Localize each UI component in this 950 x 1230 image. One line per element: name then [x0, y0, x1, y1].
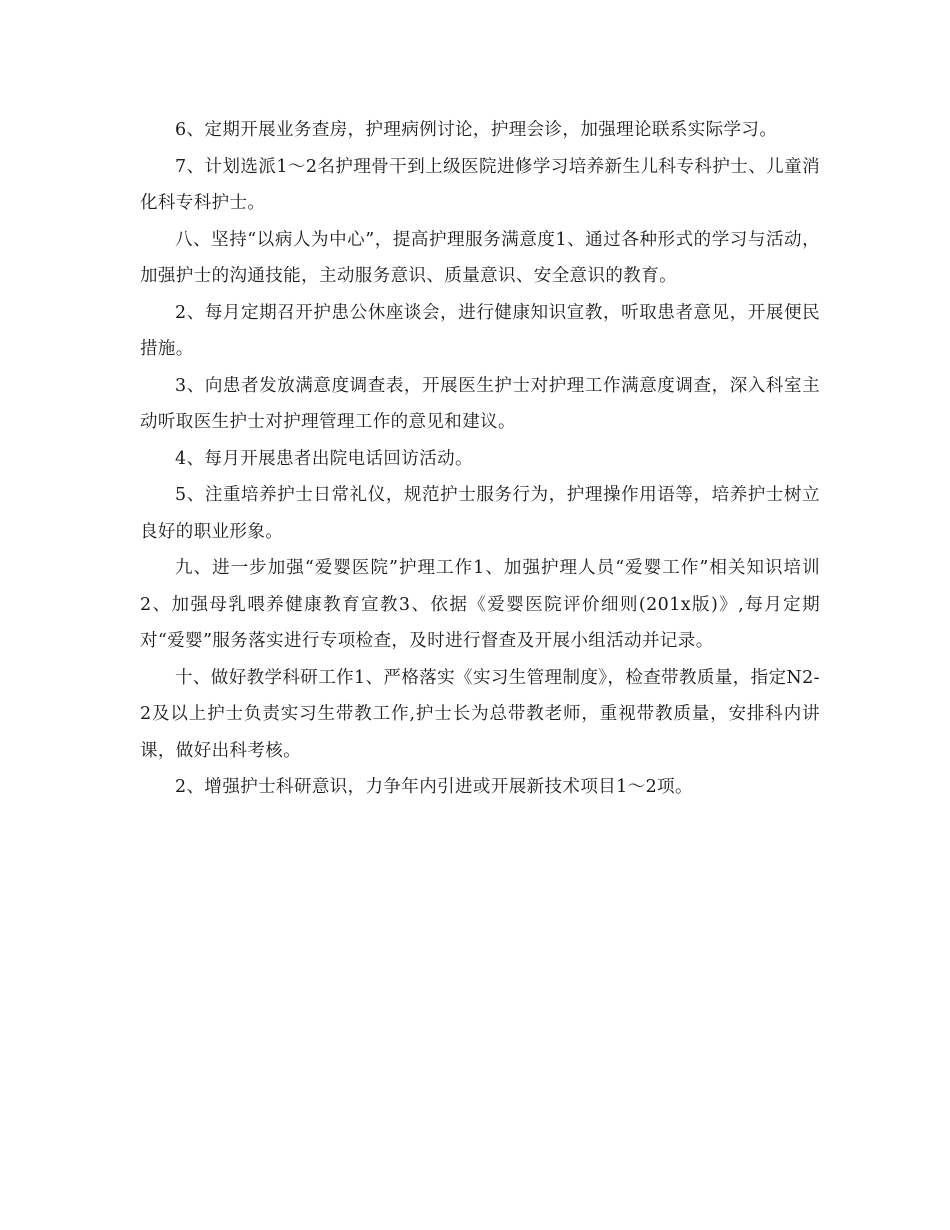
paragraph-follow-up-calls: 4、每月开展患者出院电话回访活动。 — [175, 448, 473, 469]
paragraph-research-awareness: 2、增强护士科研意识，力争年内引进或开展新技术项目1～2项。 — [175, 777, 693, 797]
paragraph-teaching-research: 十、做好教学科研工作1、严格落实《实习生管理制度》，检查带教质量，指定N2-2及以上护士负责实习生带教工作,护士长为总带教老师，重视带教质量，安排科内讲课，做好出科考核。 — [140, 667, 820, 761]
paragraph-advanced-training: 7、计划选派1～2名护理骨干到上级医院进修学习培养新生儿科专科护士、儿童消化科专科护士。 — [140, 156, 820, 213]
paragraph-patient-centered: 八、坚持“以病人为中心”，提高护理服务满意度1、通过各种形式的学习与活动，加强护士的沟通技能，主动服务意识、质量意识、安全意识的教育。 — [140, 229, 820, 286]
paragraph-etiquette: 5、注重培养护士日常礼仪，规范护士服务行为，护理操作用语等，培养护士树立良好的职业形象。 — [140, 485, 820, 542]
paragraph-satisfaction-survey: 3、向患者发放满意度调查表，开展医生护士对护理工作满意度调查，深入科室主动听取医生护士对护理管理工作的意见和建议。 — [140, 375, 820, 432]
paragraph-ward-rounds: 6、定期开展业务查房，护理病例讨论，护理会诊，加强理论联系实际学习。 — [175, 120, 778, 140]
paragraph-baby-friendly: 九、进一步加强“爱婴医院”护理工作1、加强护理人员“爱婴工作”相关知识培训2、加强母乳喂养健康教育宣教3、依据《爱婴医院评价细则(201x版)》,每月定期对“爱婴”服务落实进行专项检查，及时进行督查及开展小组活动并记录。 — [140, 558, 820, 651]
document-body — [140, 112, 820, 806]
paragraph-patient-forum: 2、每月定期召开护患公休座谈会，进行健康知识宣教，听取患者意见，开展便民措施。 — [140, 302, 820, 359]
